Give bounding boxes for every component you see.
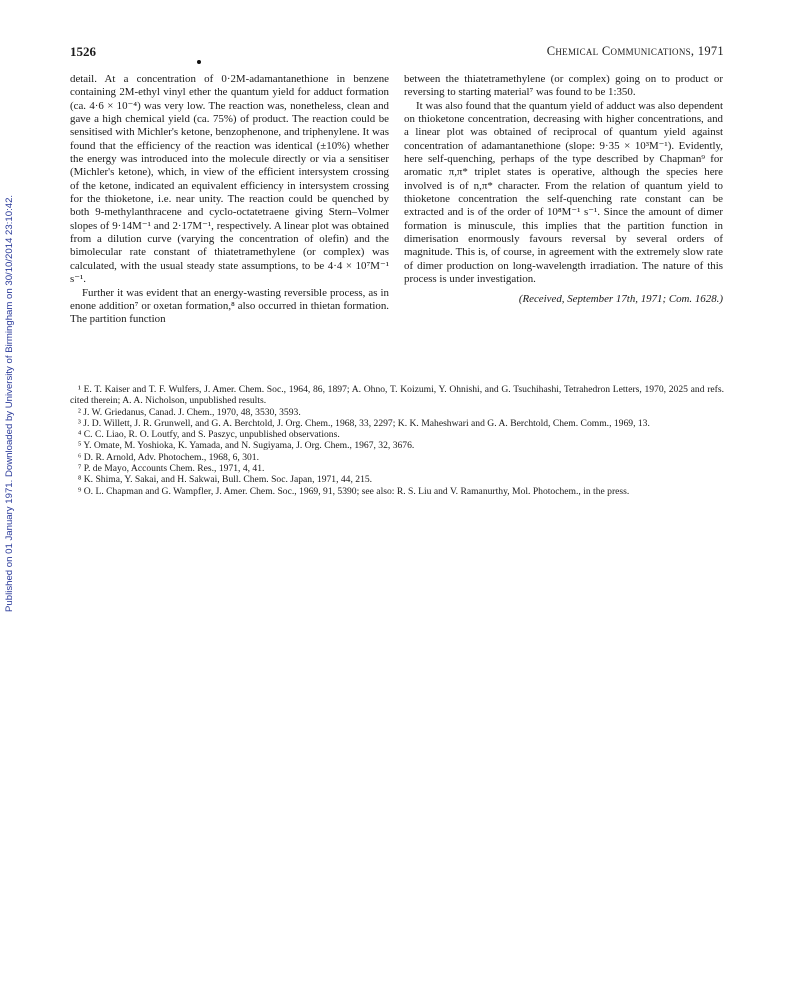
journal-title: Chemical Communications, 1971 xyxy=(546,44,724,58)
received-date: (Received, September 17th, 1971; Com. 1628.) xyxy=(518,292,723,305)
references xyxy=(70,384,724,497)
page-number: 1526 xyxy=(70,44,96,59)
reference-item: ⁷ P. de Mayo, Accounts Chem. Res., 1971, 4, 41. xyxy=(78,463,265,475)
reference-item: ¹ E. T. Kaiser and T. F. Wulfers, J. Amer. Chem. Soc., 1964, 86, 1897; A. Ohno, T. Koizumi, Y. Ohnishi, and G. Tsuchihashi, Tetrahedron Letters, 1970, 2025 and refs. cited therein; A. A. Nicholson, unpublished results. xyxy=(70,384,724,407)
reference-item: ⁴ C. C. Liao, R. O. Loutfy, and S. Paszyc, unpublished observations. xyxy=(78,429,340,441)
print-mark xyxy=(197,60,201,64)
left-paragraph-1: detail. At a concentration of 0·2M-adamantanethione in benzene containing 2M-ethyl vinyl ether the quantum yield for adduct formation (ca. 4·6 × 10⁻⁴) was very low. The reaction was, nonetheless, clean and gave a high chemical yield (ca. 75%) of product. The reaction could be sensitised with Michler's ketone, benzophenone, and triphenylene. It was found that the efficiency of the reaction was identical (±10%) whether the energy was introduced into the molecule directly or via a sensitiser (Michler's ketone), which, in view of the efficient intersystem crossing of the ketone, indicated an equivalent efficiency in intersystem crossing for the thioketone, i.e. near unity. The reaction could be quenched by both 9-methylanthracene and cyclo-octatetraene giving Stern–Volmer slopes of 9·14M⁻¹ and 2·17M⁻¹, respectively. A linear plot was obtained from a dilution curve (varying the concentration of olefin) and the bimolecular rate constant of thiatetramethylene (or complex) was calculated, with the usual steady state assumptions, to be 4·4 × 10⁷M⁻¹ s⁻¹. xyxy=(70,73,389,286)
left-paragraph-2: Further it was evident that an energy-wasting reversible process, as in enone addition⁷ or oxetan formation,⁸ also occurred in thietan formation. The partition function xyxy=(70,286,389,326)
reference-item: ³ J. D. Willett, J. R. Grunwell, and G. A. Berchtold, J. Org. Chem., 1968, 33, 2297; K. K. Maheshwari and G. A. Berchtold, Chem. Comm., 1969, 13. xyxy=(78,417,650,429)
reference-item: ⁵ Y. Omate, M. Yoshioka, K. Yamada, and N. Sugiyama, J. Org. Chem., 1967, 32, 3676. xyxy=(78,440,415,452)
right-paragraph-2: It was also found that the quantum yield of adduct was also dependent on thioketone concentration, decreasing with higher concentrations, and a linear plot was obtained of reciprocal of quantum yield against concentration of adamantanethione (slope: 9·35 × 10³M⁻¹). Evidently, here self-quenching, perhaps of the type described by Chapman⁹ for aromatic π,π* triplet states is operative, although the species here involved is of n,π* character. From the relation of quantum yield to thioketone concentration the self-quenching rate constant can be extracted and is of the order of 10⁸M⁻¹ s⁻¹. Since the amount of dimer formation is minuscule, this implies that the partition function in dimerisation enormously favours reversal by several orders of magnitude. This is, of course, in agreement with the extremely slow rate of dimer production on long-wavelength irradiation. The nature of this process is under investigation. xyxy=(404,99,723,286)
left-column xyxy=(70,73,389,327)
right-column xyxy=(404,73,723,306)
reference-item: ² J. W. Griedanus, Canad. J. Chem., 1970, 48, 3530, 3593. xyxy=(78,406,301,418)
right-paragraph-1: between the thiatetramethylene (or complex) going on to product or reversing to starting material⁷ was found to be 1:350. xyxy=(404,73,723,99)
reference-item: ⁶ D. R. Arnold, Adv. Photochem., 1968, 6, 301. xyxy=(78,451,260,463)
page-header xyxy=(70,44,724,60)
download-watermark-text: Published on 01 January 1971. Downloaded by University of Birmingham on 30/10/2014 23:10:42. xyxy=(4,194,15,612)
reference-item: ⁸ K. Shima, Y. Sakai, and H. Sakwai, Bull. Chem. Soc. Japan, 1971, 44, 215. xyxy=(78,474,373,486)
reference-item: ⁹ O. L. Chapman and G. Wampfler, J. Amer. Chem. Soc., 1969, 91, 5390; see also: R. S. Liu and V. Ramanurthy, Mol. Photochem., in the press. xyxy=(78,485,630,497)
